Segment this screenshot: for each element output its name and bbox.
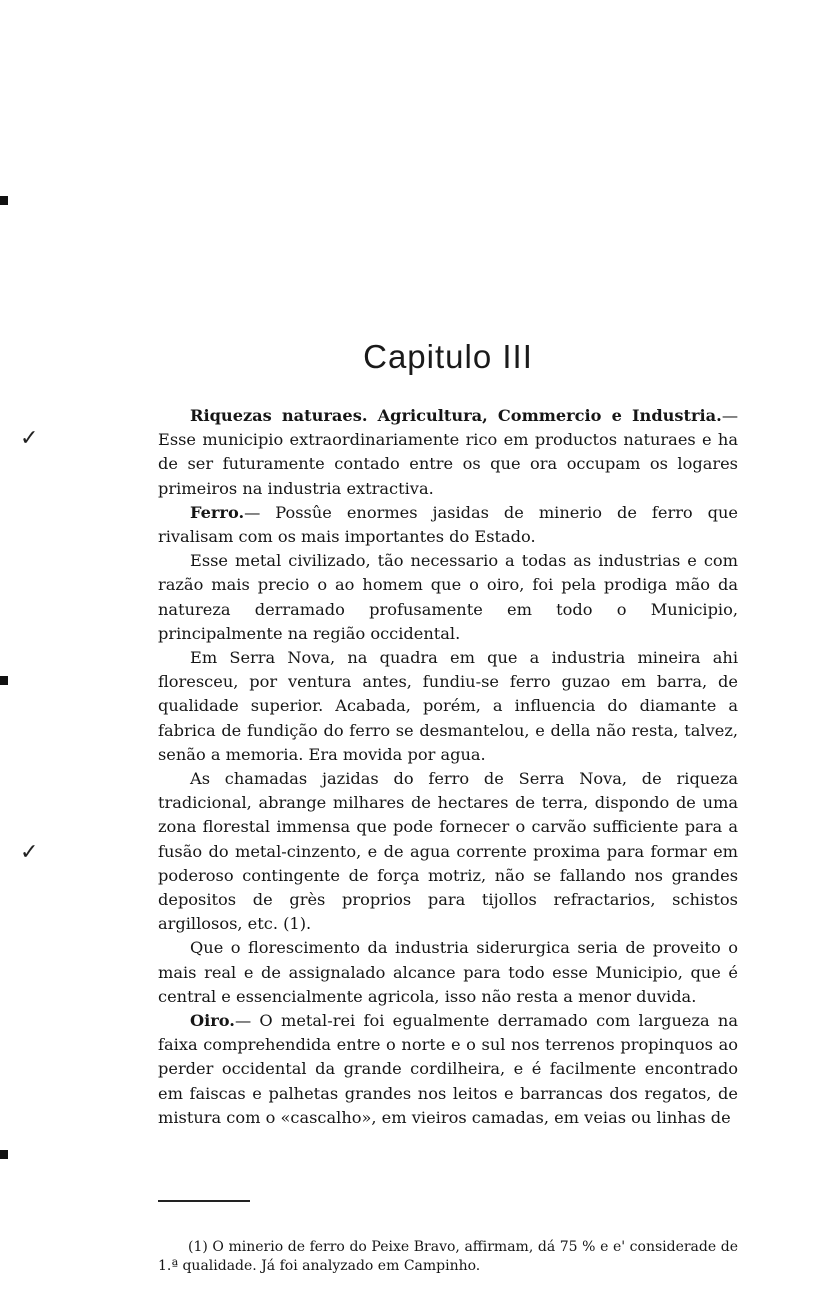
paragraph-body: — O metal-rei foi egualmente derramado com largueza na faixa comprehendida entre o norte e o sul nos terrenos propinquos ao perder occidental da grande cordilheira, e é facilmente encontrado em faiscas e palhetas grandes nos leitos e barrancas dos regatos, de mistura com o «cascalho», em vieiros camadas, em veias ou linhas de: [158, 1011, 738, 1127]
paragraph-body: As chamadas jazidas do ferro de Serra Nova, de riqueza tradicional, abrange milhares de hectares de terra, dispondo de uma zona florestal immensa que pode fornecer o carvão sufficiente para a fusão do metal-cinzento, e de agua corrente proxima para formar em poderoso contingente de força motriz, não se fallando nos grandes depositos de grès proprios para tijollos refractarios, schistos argillosos, etc. (1).: [158, 769, 738, 934]
left-margin-mark: [0, 1150, 8, 1159]
margin-check-glyph: ✓: [20, 840, 39, 865]
paragraph-heading: Riquezas naturaes. Agricultura, Commercio e Industria.: [190, 406, 722, 425]
paragraph: [158, 1009, 738, 1130]
paragraph: [158, 936, 738, 1009]
left-margin-mark: [0, 196, 8, 205]
paragraph-body: Que o florescimento da industria siderurgica seria de proveito o mais real e de assignalado alcance para todo esse Municipio, que é central e essencialmente agricola, isso não resta a menor duvida.: [158, 938, 738, 1006]
paragraph-body: Em Serra Nova, na quadra em que a industria mineira ahi floresceu, por ventura antes, fundiu-se ferro guzao em barra, de qualidade superior. Acabada, porém, a influencia do diamante a fabrica de fundição do ferro se desmantelou, e della não resta, talvez, senão a memoria. Era movida por agua.: [158, 648, 738, 764]
paragraph-body: Esse metal civilizado, tão necessario a todas as industrias e com razão mais precio o ao homem que o oiro, foi pela prodiga mão da natureza derramado profusamente em todo o Municipio, principalmente na região occidental.: [158, 551, 738, 643]
body-text: [158, 404, 738, 1130]
paragraph-heading: Ferro.: [190, 502, 245, 522]
paragraph: [158, 501, 738, 549]
footnote-divider: [158, 1200, 250, 1202]
paragraph-heading: Oiro.: [190, 1011, 235, 1031]
paragraph-body: — Esse municipio extraordinariamente rico em productos naturaes e ha de ser futuramente contado entre os que ora occupam os logares primeiros na industria extractiva.: [158, 406, 738, 498]
paragraph: [158, 646, 738, 767]
margin-check-glyph: ✓: [20, 426, 39, 451]
footnote-text: (1) O minerio de ferro do Peixe Bravo, affirmam, dá 75 % e e' considerade de 1.ª qualidade. Já foi analyzado em Campinho.: [158, 1239, 738, 1274]
chapter-title: Capitulo III: [363, 338, 533, 376]
paragraph: [158, 767, 738, 936]
left-margin-mark: [0, 676, 8, 685]
paragraph-body: — Possûe enormes jasidas de minerio de ferro que rivalisam com os mais importantes do Estado.: [158, 502, 738, 547]
paragraph: [158, 549, 738, 646]
footnote: [158, 1238, 738, 1276]
paragraph: [158, 404, 738, 501]
